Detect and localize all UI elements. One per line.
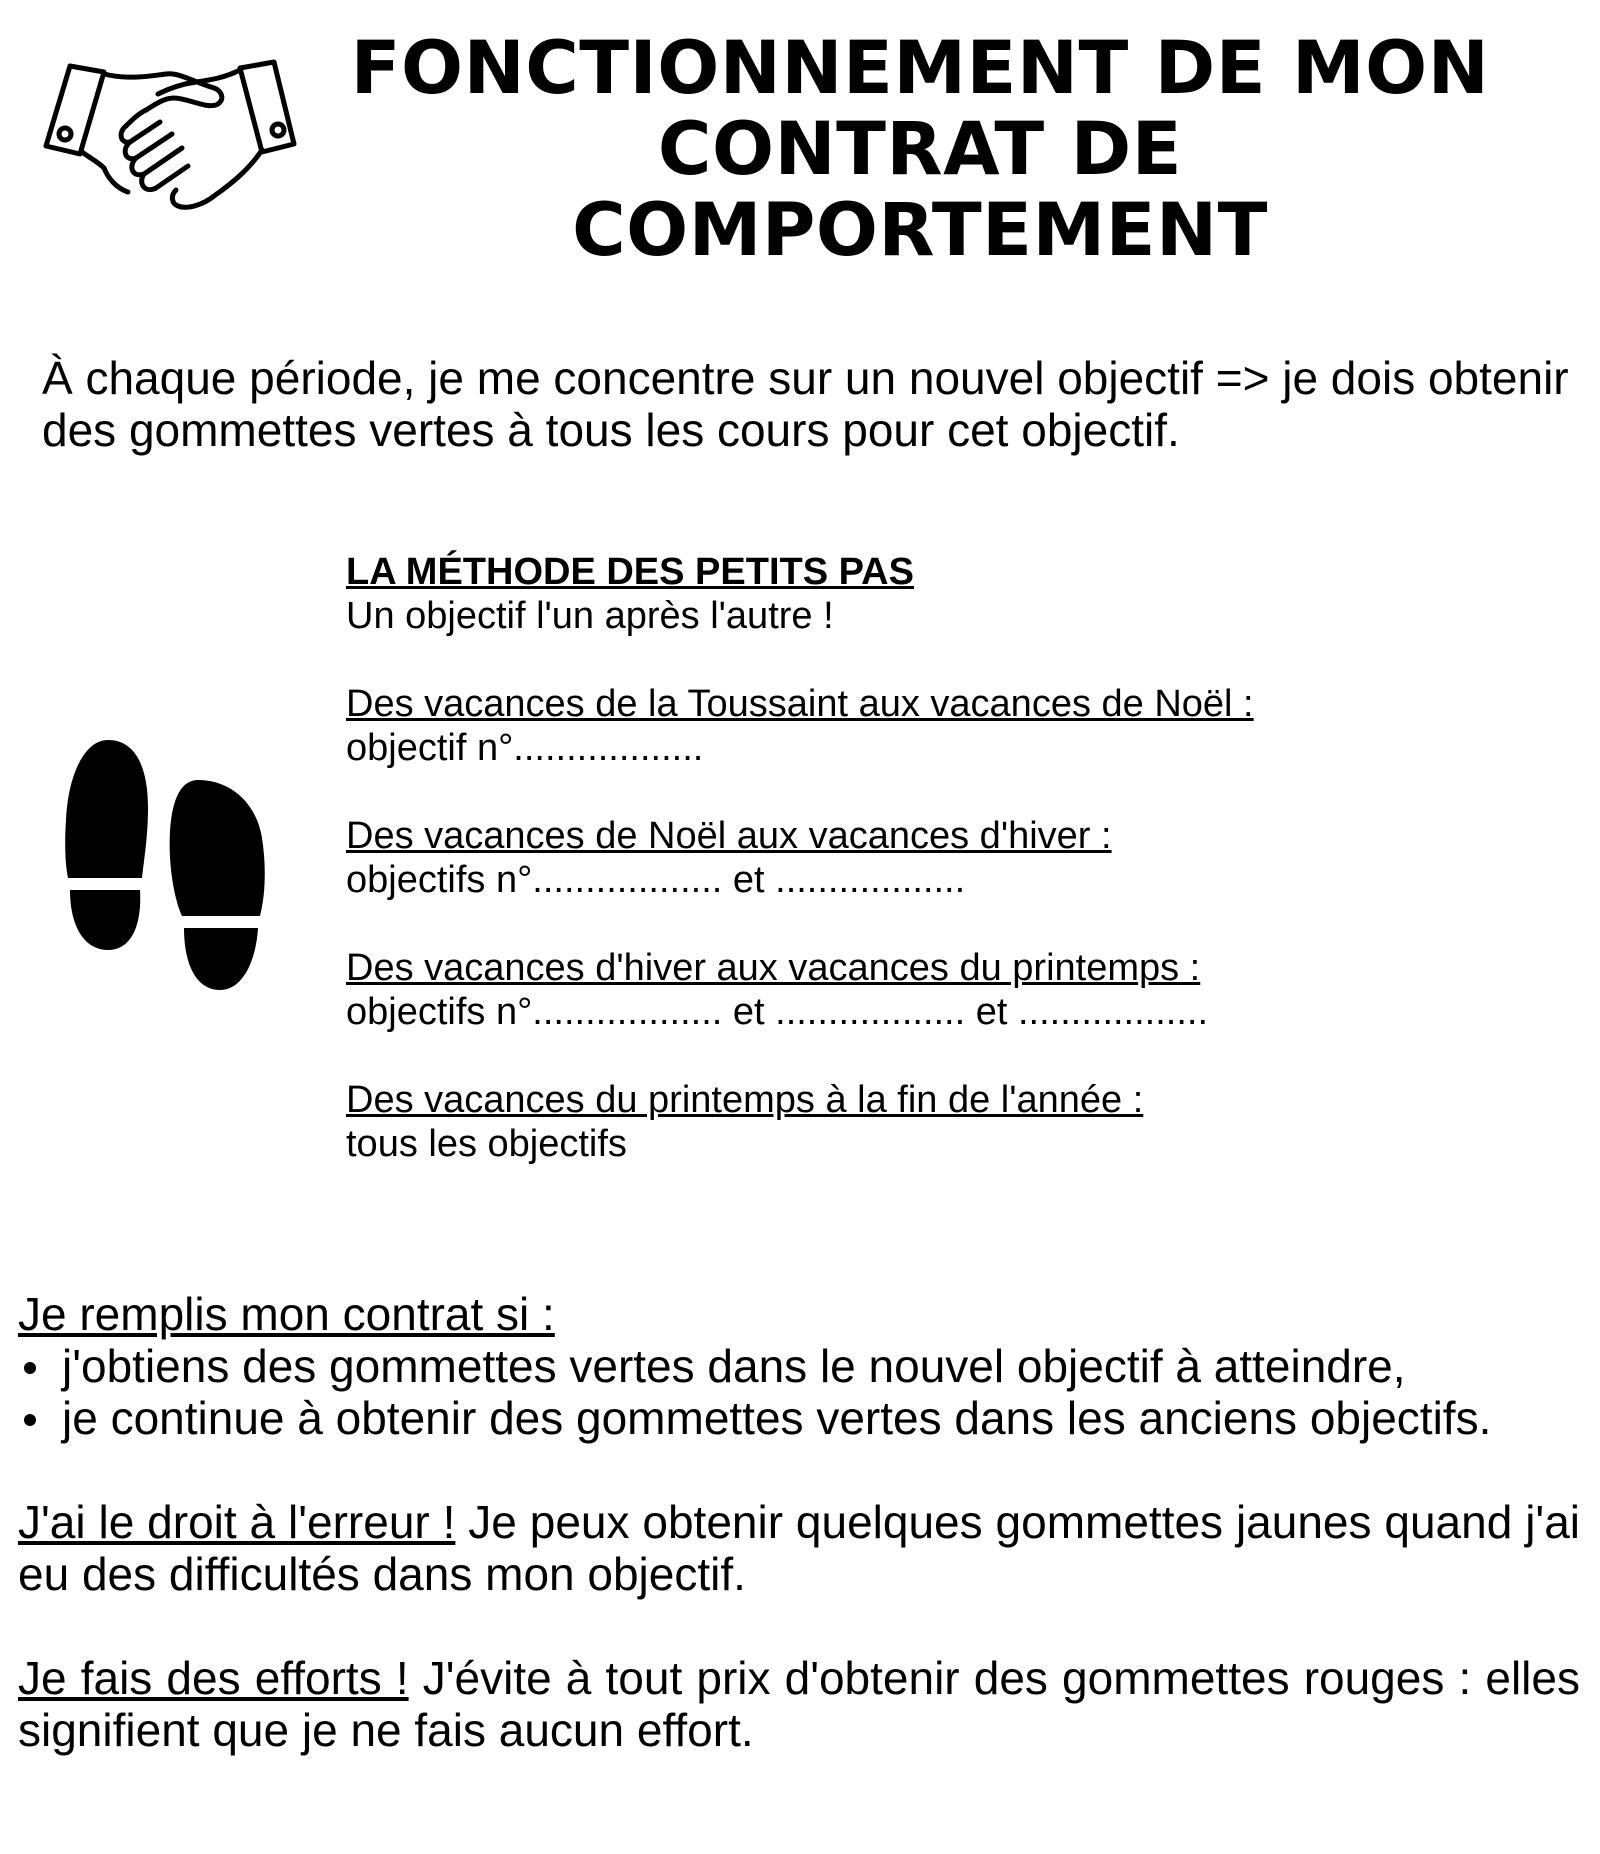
footprints-icon xyxy=(60,728,275,998)
error-label: J'ai le droit à l'erreur ! xyxy=(18,1496,456,1548)
period-1-value: objectif n°.................. xyxy=(346,727,704,769)
contract-heading: Je remplis mon contrat si : xyxy=(18,1288,555,1340)
period-2-value: objectifs n°.................. et .................. xyxy=(346,859,966,901)
list-item: j'obtiens des gommettes vertes dans le nouvel objectif à atteindre, xyxy=(18,1340,1580,1392)
error-paragraph xyxy=(18,1496,1580,1600)
period-3-label: Des vacances d'hiver aux vacances du printemps : xyxy=(346,947,1201,989)
contract-section xyxy=(18,1288,1580,1756)
method-subheading: Un objectif l'un après l'autre ! xyxy=(346,595,834,637)
period-1-label: Des vacances de la Toussaint aux vacances de Noël : xyxy=(346,683,1254,725)
list-item: je continue à obtenir des gommettes vertes dans les anciens objectifs. xyxy=(18,1392,1580,1444)
handshake-icon xyxy=(38,58,306,244)
effort-text: J'évite à tout prix d'obtenir des gommettes rouges : elles signifient que je ne fais aucun effort. xyxy=(18,1652,1580,1756)
page-title xyxy=(320,28,1520,271)
title-line-2: CONTRAT DE xyxy=(657,107,1183,192)
period-4-label: Des vacances du printemps à la fin de l'année : xyxy=(346,1079,1144,1121)
title-line-1: FONCTIONNEMENT DE MON xyxy=(350,26,1490,111)
method-heading: LA MÉTHODE DES PETITS PAS xyxy=(346,551,914,593)
effort-label: Je fais des efforts ! xyxy=(18,1652,409,1704)
error-text: Je peux obtenir quelques gommettes jaunes quand j'ai eu des difficultés dans mon objectif. xyxy=(18,1496,1580,1600)
intro-paragraph: À chaque période, je me concentre sur un nouvel objectif => je dois obtenir des gommettes vertes à tous les cours pour cet objectif. xyxy=(42,352,1569,456)
effort-paragraph xyxy=(18,1652,1580,1756)
title-line-3: COMPORTEMENT xyxy=(572,188,1268,273)
period-4-value: tous les objectifs xyxy=(346,1123,627,1165)
method-section xyxy=(346,550,1546,1166)
contract-conditions-list xyxy=(18,1340,1580,1444)
period-2-label: Des vacances de Noël aux vacances d'hiver : xyxy=(346,815,1112,857)
period-3-value: objectifs n°.................. et .................. et .................. xyxy=(346,991,1209,1033)
